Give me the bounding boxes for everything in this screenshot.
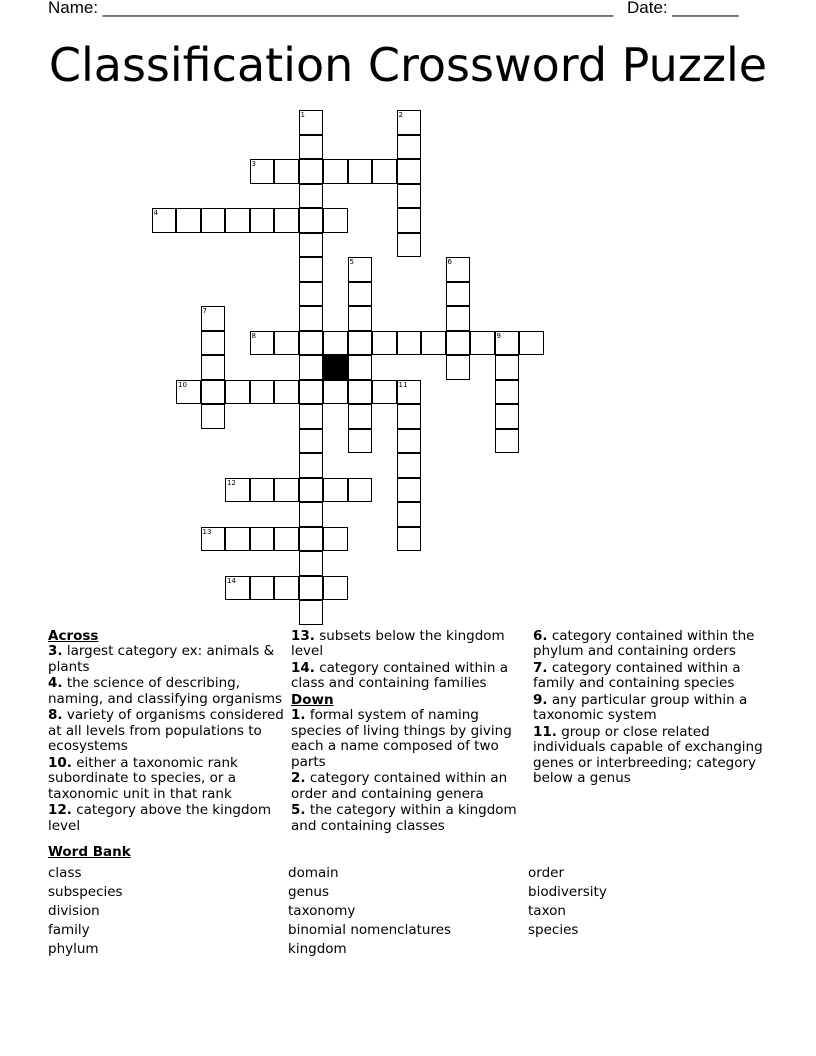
crossword-cell <box>397 184 422 209</box>
clue-number-label: 12 <box>227 478 236 487</box>
crossword-cell <box>348 429 373 454</box>
clue-number-label: 9 <box>496 331 501 340</box>
word-bank-item: domain <box>288 865 339 881</box>
crossword-cell <box>372 159 397 184</box>
crossword-cell <box>299 184 324 209</box>
clue-down-7 <box>533 661 769 692</box>
crossword-cell <box>348 404 373 429</box>
word-bank-item: genus <box>288 884 330 900</box>
clue-number: 9. <box>533 692 548 708</box>
clue-text: formal system of naming species of living things by giving each a name composed of two parts <box>291 707 512 770</box>
crossword-cell <box>299 110 324 135</box>
clue-number: 7. <box>533 660 548 676</box>
crossword-cell <box>250 527 275 552</box>
crossword-cell <box>348 282 373 307</box>
clue-down-2 <box>291 771 526 802</box>
crossword-cell <box>397 233 422 258</box>
clue-number-label: 14 <box>227 576 236 585</box>
crossword-cell <box>348 355 373 380</box>
clue-text: category above the kingdom level <box>48 802 271 834</box>
clue-number: 14. <box>291 660 315 676</box>
word-bank-column-3 <box>528 864 607 940</box>
clue-number-label: 7 <box>202 307 207 315</box>
page-title: Classification Crossword Puzzle <box>48 38 768 92</box>
crossword-cell <box>323 478 348 503</box>
clue-number: 11. <box>533 724 557 740</box>
clue-down-9 <box>533 693 769 724</box>
clue-number: 12. <box>48 802 72 819</box>
crossword-cell <box>323 331 348 356</box>
crossword-cell <box>397 208 422 233</box>
clue-across-3 <box>48 644 284 675</box>
crossword-cell <box>446 331 471 356</box>
word-bank-item: phylum <box>48 941 99 957</box>
word-bank-item: division <box>48 903 100 919</box>
crossword-cell <box>495 331 520 356</box>
crossword-cell <box>274 478 299 503</box>
crossword-cell <box>299 551 324 576</box>
crossword-cell <box>225 380 250 405</box>
crossword-cell <box>519 331 544 356</box>
crossword-cell <box>274 527 299 552</box>
word-bank-item: class <box>48 865 82 881</box>
crossword-cell <box>299 404 324 429</box>
clues-column-2 <box>291 629 526 835</box>
crossword-cell <box>495 404 520 429</box>
crossword-cell <box>372 331 397 356</box>
clue-across-8 <box>48 708 284 754</box>
crossword-cell <box>397 404 422 429</box>
crossword-cell <box>201 355 226 380</box>
clue-number: 10. <box>48 754 72 771</box>
crossword-cell <box>397 453 422 478</box>
clue-text: any particular group within a taxonomic system <box>533 692 748 724</box>
crossword-cell <box>323 527 348 552</box>
name-field: Name: ______________________________________________________ <box>48 0 614 17</box>
crossword-cell <box>299 355 324 380</box>
across-heading: Across <box>48 628 99 644</box>
crossword-cell <box>250 576 275 601</box>
black-cell <box>323 355 348 380</box>
clue-number-label: 6 <box>447 258 452 266</box>
crossword-cell <box>397 110 422 135</box>
crossword-cell <box>348 257 373 282</box>
crossword-cell <box>274 331 299 356</box>
clue-text: subsets below the kingdom level <box>291 628 505 660</box>
clue-down-11 <box>533 725 769 787</box>
clue-number: 4. <box>48 675 63 692</box>
crossword-cell <box>299 600 324 625</box>
clue-number-label: 13 <box>202 527 212 536</box>
crossword-cell <box>446 282 471 307</box>
crossword-cell <box>299 380 324 405</box>
crossword-cell <box>446 306 471 331</box>
word-bank-item: kingdom <box>288 941 347 957</box>
crossword-cell <box>299 527 324 552</box>
crossword-cell <box>397 331 422 356</box>
clue-number-label: 2 <box>398 111 403 119</box>
crossword-cell <box>299 208 324 233</box>
crossword-cell <box>201 331 226 356</box>
crossword-cell <box>397 429 422 454</box>
crossword-cell <box>348 306 373 331</box>
crossword-cell <box>323 159 348 184</box>
crossword-cell <box>348 331 373 356</box>
clue-text: either a taxonomic rank subordinate to species, or a taxonomic unit in that rank <box>48 754 238 802</box>
clue-number: 6. <box>533 628 548 644</box>
word-bank-item: subspecies <box>48 884 123 900</box>
clues-column-3 <box>533 629 769 788</box>
crossword-cell <box>250 208 275 233</box>
crossword-cell <box>201 527 226 552</box>
clue-down-5 <box>291 803 526 834</box>
clue-down-6 <box>533 629 769 660</box>
clue-text: group or close related individuals capable of exchanging genes or interbreeding; category below a genus <box>533 724 763 787</box>
crossword-cell <box>250 380 275 405</box>
crossword-cell <box>299 159 324 184</box>
crossword-cell <box>348 380 373 405</box>
crossword-cell <box>201 380 226 405</box>
clue-text: the category within a kingdom and containing classes <box>291 802 517 834</box>
crossword-cell <box>201 208 226 233</box>
word-bank-item: binomial nomenclatures <box>288 922 452 938</box>
word-bank-column-2 <box>288 864 451 959</box>
clue-text: largest category ex: animals & plants <box>48 643 275 675</box>
crossword-cell <box>446 257 471 282</box>
crossword-cell <box>250 331 275 356</box>
crossword-cell <box>323 380 348 405</box>
crossword-cell <box>446 355 471 380</box>
clue-number-label: 3 <box>251 160 256 168</box>
crossword-cell <box>201 306 226 331</box>
clue-number: 5. <box>291 802 306 819</box>
clue-text: the science of describing, naming, and classifying organisms <box>48 675 283 707</box>
clues-column-1 <box>48 629 284 835</box>
word-bank-item: taxon <box>528 903 566 919</box>
crossword-cell <box>299 282 324 307</box>
clue-down-1 <box>291 708 526 770</box>
crossword-cell <box>274 208 299 233</box>
crossword-cell <box>299 576 324 601</box>
crossword-cell <box>421 331 446 356</box>
crossword-cell <box>176 208 201 233</box>
crossword-cell <box>299 257 324 282</box>
crossword-cell <box>299 429 324 454</box>
date-field: Date: _______ <box>627 0 739 17</box>
clue-number: 3. <box>48 643 63 660</box>
crossword-cell <box>225 527 250 552</box>
crossword-cell <box>397 502 422 527</box>
crossword-cell <box>495 429 520 454</box>
crossword-cell <box>250 478 275 503</box>
clue-number: 1. <box>291 707 306 724</box>
crossword-cell <box>372 380 397 405</box>
crossword-cell <box>397 527 422 552</box>
crossword-cell <box>470 331 495 356</box>
clue-number-label: 1 <box>300 111 305 119</box>
clue-across-14 <box>291 661 526 692</box>
clue-across-12 <box>48 803 284 834</box>
word-bank-item: species <box>528 922 579 938</box>
crossword-cell <box>299 331 324 356</box>
crossword-cell <box>397 135 422 160</box>
crossword-cell <box>299 306 324 331</box>
crossword-cell <box>495 355 520 380</box>
clue-number-label: 5 <box>349 258 354 266</box>
word-bank-item: order <box>528 865 564 881</box>
clue-text: variety of organisms considered at all levels from populations to ecosystems <box>48 707 284 755</box>
crossword-cell <box>323 208 348 233</box>
crossword-cell <box>299 453 324 478</box>
crossword-cell <box>299 233 324 258</box>
clue-number: 13. <box>291 628 315 644</box>
word-bank-heading: Word Bank <box>48 844 131 860</box>
crossword-cell <box>225 576 250 601</box>
clue-number-label: 4 <box>153 209 158 217</box>
clue-number: 8. <box>48 707 63 724</box>
word-bank-item: family <box>48 922 90 938</box>
crossword-cell <box>299 478 324 503</box>
crossword-cell <box>274 576 299 601</box>
crossword-cell <box>225 478 250 503</box>
crossword-cell <box>397 159 422 184</box>
clue-across-13 <box>291 629 526 660</box>
crossword-cell <box>348 159 373 184</box>
crossword-cell <box>495 380 520 405</box>
clue-text: category contained within the phylum and containing orders <box>533 628 755 660</box>
crossword-cell <box>225 208 250 233</box>
crossword-cell <box>152 208 177 233</box>
clue-number-label: 11 <box>398 380 408 389</box>
word-bank-column-1 <box>48 864 123 959</box>
clue-text: category contained within a class and containing families <box>291 660 508 692</box>
clue-text: category contained within a family and containing species <box>533 660 741 692</box>
clue-text: category contained within an order and containing genera <box>291 770 508 802</box>
crossword-cell <box>323 576 348 601</box>
clue-across-10 <box>48 756 284 802</box>
clue-across-4 <box>48 676 284 707</box>
crossword-cell <box>299 135 324 160</box>
clue-number-label: 10 <box>178 380 187 389</box>
clue-number: 2. <box>291 770 306 787</box>
crossword-cell <box>201 404 226 429</box>
down-heading: Down <box>291 692 334 708</box>
crossword-cell <box>397 380 422 405</box>
crossword-cell <box>274 159 299 184</box>
crossword-cell <box>176 380 201 405</box>
crossword-cell <box>250 159 275 184</box>
word-bank-item: taxonomy <box>288 903 356 919</box>
crossword-cell <box>299 502 324 527</box>
word-bank-item: biodiversity <box>528 884 607 900</box>
crossword-cell <box>274 380 299 405</box>
crossword-cell <box>397 478 422 503</box>
crossword-cell <box>348 478 373 503</box>
clue-number-label: 8 <box>251 331 256 340</box>
